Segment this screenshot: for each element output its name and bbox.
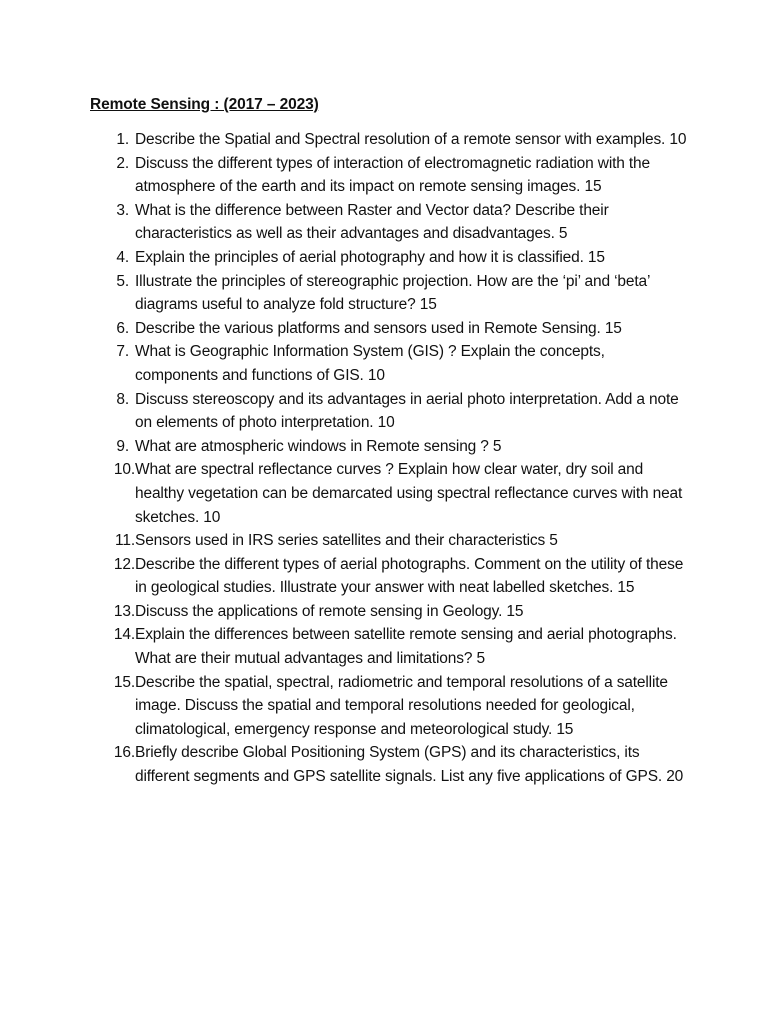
question-text: Explain the differences between satellite remote sensing and aerial photographs. What are their mutual advantages and limitations? 5 xyxy=(135,626,677,668)
question-number: 2. xyxy=(116,154,129,172)
document-title: Remote Sensing : (2017 – 2023) xyxy=(90,96,319,113)
question-text: Discuss the applications of remote sensing in Geology. 15 xyxy=(135,602,524,620)
question-number: 14. xyxy=(113,626,135,644)
question-item xyxy=(91,435,691,459)
question-number: 9. xyxy=(116,437,129,455)
question-item xyxy=(91,317,691,341)
question-text: Describe the different types of aerial photographs. Comment on the utility of these in geological studies. Illustrate your answer with neat labelled sketches. 15 xyxy=(135,555,684,597)
question-text: What is the difference between Raster and Vector data? Describe their characteristics as well as their advantages and disadvantages. 5 xyxy=(135,201,609,243)
question-text: Discuss stereoscopy and its advantages in aerial photo interpretation. Add a note on elements of photo interpretation. 10 xyxy=(135,390,679,432)
question-text: Illustrate the principles of stereographic projection. How are the ‘pi’ and ‘beta’ diagrams useful to analyze fold structure? 15 xyxy=(135,272,650,314)
question-number: 11. xyxy=(115,532,135,550)
question-number: 5. xyxy=(116,272,129,290)
question-number: 8. xyxy=(116,390,129,408)
question-number: 7. xyxy=(116,343,129,361)
question-number: 4. xyxy=(116,248,129,266)
question-item xyxy=(91,600,691,624)
question-text: Describe the Spatial and Spectral resolution of a remote sensor with examples. 10 xyxy=(135,131,687,148)
question-item xyxy=(91,246,691,270)
question-item xyxy=(91,458,691,529)
question-item xyxy=(91,270,691,317)
question-text: Describe the spatial, spectral, radiometric and temporal resolutions of a satellite image. Discuss the spatial and temporal resolutions needed for geological, climatological, emergency response and meteorological study. 15 xyxy=(135,673,668,738)
question-item xyxy=(91,623,691,670)
question-list xyxy=(91,128,691,789)
question-item xyxy=(91,529,691,553)
question-text: What is Geographic Information System (GIS) ? Explain the concepts, components and functions of GIS. 10 xyxy=(135,343,605,384)
question-number: 10. xyxy=(113,461,135,479)
question-number: 3. xyxy=(116,201,129,219)
question-text: Briefly describe Global Positioning System (GPS) and its characteristics, its different segments and GPS satellite signals. List any five applications of GPS. 20 xyxy=(135,744,684,786)
question-number: 6. xyxy=(116,319,129,337)
question-text: What are spectral reflectance curves ? Explain how clear water, dry soil and healthy vegetation can be demarcated using spectral reflectance curves with neat sketches. 10 xyxy=(135,461,683,526)
question-text: Describe the various platforms and sensors used in Remote Sensing. 15 xyxy=(135,319,622,337)
question-text: Discuss the different types of interaction of electromagnetic radiation with the atmosphere of the earth and its impact on remote sensing images. 15 xyxy=(135,154,650,196)
question-text: What are atmospheric windows in Remote sensing ? 5 xyxy=(135,437,502,455)
question-number: 15. xyxy=(113,673,135,691)
question-number: 1. xyxy=(116,131,129,148)
question-item xyxy=(91,741,691,788)
question-item xyxy=(91,152,691,199)
question-item xyxy=(91,553,691,600)
question-number: 16. xyxy=(113,744,135,762)
question-item xyxy=(91,671,691,742)
question-text: Sensors used in IRS series satellites and their characteristics 5 xyxy=(135,532,558,550)
question-number: 12. xyxy=(113,555,135,573)
question-item xyxy=(91,388,691,435)
question-item xyxy=(91,128,691,152)
question-item xyxy=(91,340,691,387)
question-item xyxy=(91,199,691,246)
question-number: 13. xyxy=(113,602,135,620)
question-text: Explain the principles of aerial photography and how it is classified. 15 xyxy=(135,248,605,266)
